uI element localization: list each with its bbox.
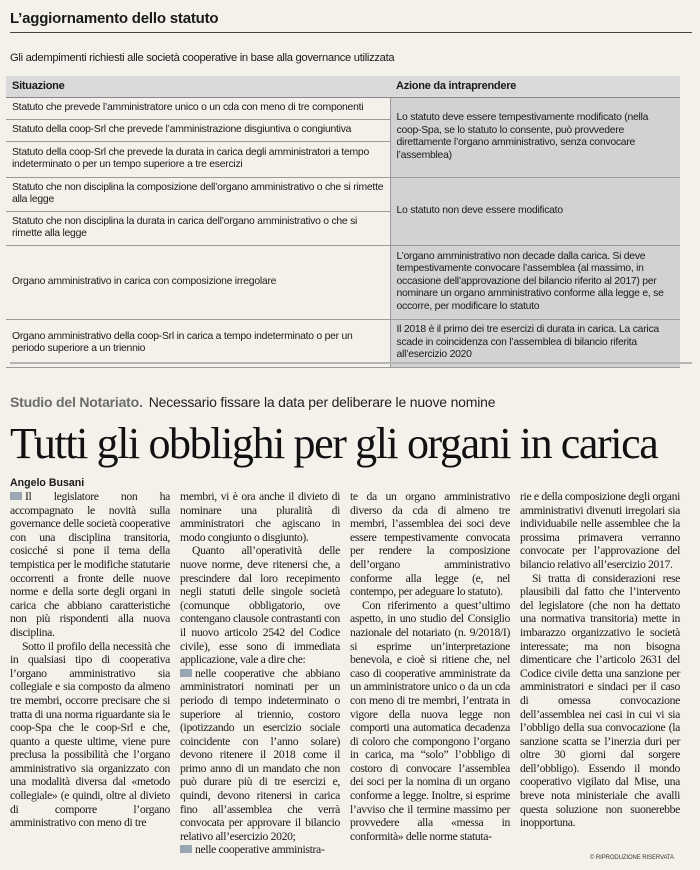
table-header-row (6, 76, 680, 97)
paragraph: Quanto all’operatività delle nuove norme, deve ritenersi che, a prescindere dal loro recepimento negli statuti delle singole società (comunque obbligatorio, ove contengano clausole contrastanti con il nuovo articolo 2542 del Codice civile), esse sono di immediata applicazione, vale a dire che: (180, 544, 340, 667)
bullet-square-icon (180, 845, 192, 853)
table-row (6, 177, 680, 211)
situation-cell: Organo amministrativo in carica con composizione irregolare (6, 245, 390, 319)
situation-cell: Statuto della coop-Srl che prevede l’amministrazione disgiuntiva o congiuntiva (6, 119, 390, 141)
paragraph: rie e della composizione degli organi amministrativi divenuti irregolari sia individuabile nelle assemblee che la prossima primavera verranno convocate per l’approvazione del bilancio relativo all’esercizio 2017. (520, 490, 680, 571)
headline: Tutti gli obblighi per gli organi in carica (10, 419, 658, 468)
situation-cell: Organo amministrativo della coop-Srl in carica a tempo indeterminato o per un periodo superiore a un triennio (6, 319, 390, 367)
paragraph: nelle cooperative amministra- (180, 843, 340, 857)
paragraph: Si tratta di considerazioni rese plausibili dal fatto che l’intervento del legislatore (che non ha dettato una normativa transitoria) mette in imbarazzo organizzativo le società interessate; ma non bisogna dimenticare che l’articolo 2631 del Codice civile detta una sanzione per amministratori e sindaci per il caso di omessa convocazione dell’assemblea nei casi in cui vi sia l’obbligo della sua convocazione (la sanzione scatta se l’inerzia duri per oltre 30 giorni dal sorgere dell’obbligo). Essendo il mondo cooperativo vigilato dal Mise, una breve nota ministeriale che avalli questa soluzione non suonerebbe inopportuna. (520, 571, 680, 830)
paragraph: Sotto il profilo della necessità che in qualsiasi tipo di cooperativa l’organo amministrativo sia collegiale e sia composto da almeno tre membri, occorre precisare che si tratta di una norma riguardante sia le coop-Spa che le coop-Srl e che, quanto a queste ultime, viene pure preclusa la possibilità che l’organo amministrativo sia organizzato con una modalità diversa dal «metodo collegiale» (e quindi, oltre al divieto di comporre l’organo amministrativo con meno di tre (10, 639, 170, 830)
situation-cell: Statuto della coop-Srl che prevede la durata in carica degli amministratori a tempo indeterminato o per un tempo superiore a tre esercizi (6, 141, 390, 177)
table-row (6, 97, 680, 119)
action-cell: Lo statuto deve essere tempestivamente modificato (nella coop-Spa, se lo statuto lo consente, può provvedere direttamente l’organo amministrativo, senza convocare l’assemblea) (390, 97, 680, 177)
kicker-source: Studio del Notariato. (10, 394, 143, 410)
situation-cell: Statuto che non disciplina la durata in carica dell’organo amministrativo o che si rimette alla legge (6, 211, 390, 245)
article-column-1 (10, 490, 170, 830)
action-cell: Il 2018 è il primo dei tre esercizi di durata in carica. La carica scade in coincidenza con l’assemblea di bilancio riferita all’esercizio 2020 (390, 319, 680, 367)
article-column-3 (350, 490, 510, 843)
table-subtitle: Gli adempimenti richiesti alle società cooperative in base alla governance utilizzata (10, 52, 395, 64)
governance-table (6, 76, 680, 368)
paragraph: nelle cooperative che abbiano amministratori nominati per un periodo di tempo indeterminato o superiore al triennio, costoro (ipotizzando un esercizio sociale coincidente con l’anno solare) devono ritenere il 2018 come il primo anno di un mandato che non può durare più di tre esercizi e, quindi, devono ritenersi in carica fino all’assemblea che verrà convocata per approvare il bilancio relativo all’esercizio 2020; (180, 666, 340, 843)
action-cell: Lo statuto non deve essere modificato (390, 177, 680, 245)
paragraph: Con riferimento a quest’ultimo aspetto, in uno studio del Consiglio nazionale del notariato (n. 9/2018/I) si esprime un’interpretazione benevola, e cioè si ritiene che, nel caso di cooperative amministrate da un amministratore unico o da un cda con meno di tre membri, l’entrata in vigore della nuova legge non comporti una automatica decadenza di coloro che compongono l’organo in carica, ma “solo” l’obbligo di costoro di convocare l’assemblea dei soci per la nomina di un organo conforme a legge. Inoltre, si esprime l’avviso che il termine massimo per provvedere alla «messa in conformità» delle norme statuta- (350, 598, 510, 843)
action-cell: L’organo amministrativo non decade dalla carica. Si deve tempestivamente convocare l’assemblea (al massimo, in occasione dell’approvazione del bilancio riferito al 2017) per nominare un organo amministrativo conforme alla legge e, se occorre, per modificare lo statuto (390, 245, 680, 319)
title-rule (10, 32, 692, 33)
section-divider (10, 362, 692, 364)
article-column-2 (180, 490, 340, 857)
copyright-notice: © RIPRODUZIONE RISERVATA (590, 855, 674, 861)
author-byline: Angelo Busani (10, 477, 85, 489)
table-title: L’aggiornamento dello statuto (10, 10, 219, 27)
kicker-text: Necessario fissare la data per deliberare le nuove nomine (148, 394, 496, 410)
header-situazione: Situazione (6, 76, 390, 97)
bullet-square-icon (10, 492, 22, 500)
bullet-square-icon (180, 669, 192, 677)
situation-cell: Statuto che prevede l’amministratore unico o un cda con meno di tre componenti (6, 97, 390, 119)
table-row (6, 319, 680, 367)
header-azione: Azione da intraprendere (390, 76, 680, 97)
paragraph: te da un organo amministrativo diverso da cda di almeno tre membri, l’assemblea dei soci deve essere tempestivamente convocata per rendere la composizione dell’organo amministrativo conforme alla legge (e, nel contempo, per adeguare lo statuto). (350, 490, 510, 599)
situation-cell: Statuto che non disciplina la composizione dell’organo amministrativo o che si rimette alla legge (6, 177, 390, 211)
table-row (6, 245, 680, 319)
paragraph: Il legislatore non ha accompagnato le novità sulla governance delle società cooperative con una disciplina transitoria, cosicché si pone il tema della tempistica per le modifiche statutarie occorrenti a fronte delle nuove norme e della sorte degli organi in carica che abbiano caratteristiche non più rispondenti alla nuova disciplina. (10, 490, 170, 639)
kicker (10, 394, 495, 410)
paragraph: membri, vi è ora anche il divieto di nominare una pluralità di amministratori che agiscano in modo congiunto o disgiunto). (180, 490, 340, 544)
article-column-4 (520, 490, 680, 830)
